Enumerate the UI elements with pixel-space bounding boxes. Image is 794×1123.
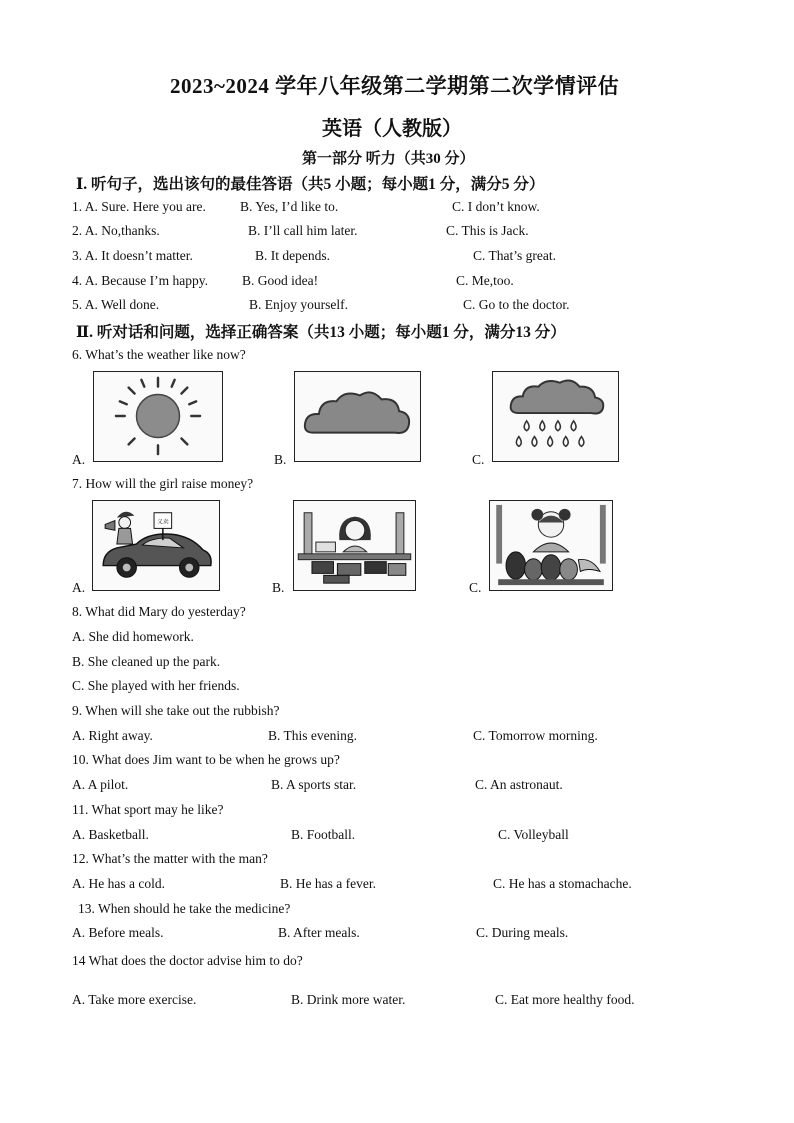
q10-stem: 10. What does Jim want to be when he grows up?	[72, 752, 340, 767]
q11-option-c: C. Volleyball	[498, 827, 569, 842]
q8-option-c: C. She played with her friends.	[72, 678, 240, 693]
q3-option-b: B. It depends.	[255, 248, 330, 263]
rain-cloud-icon	[492, 371, 619, 462]
cloud-icon	[294, 371, 421, 462]
q8-stem: 8. What did Mary do yesterday?	[72, 604, 246, 619]
q7-stem: 7. How will the girl raise money?	[72, 476, 254, 491]
q3-option-a: 3. A. It doesn’t matter.	[72, 248, 193, 263]
q4-option-a: 4. A. Because I’m happy.	[72, 273, 208, 288]
q4-option-b: B. Good idea!	[242, 273, 319, 288]
q6-label-b: B.	[274, 452, 287, 467]
q13-option-b: B. After meals.	[278, 925, 360, 940]
q7-label-b: B.	[272, 580, 285, 595]
page-subtitle: 英语（人教版）	[322, 118, 462, 140]
q14-stem: 14 What does the doctor advise him to do?	[72, 953, 303, 968]
q1-option-c: C. I don’t know.	[452, 199, 540, 214]
q13-option-a: A. Before meals.	[72, 925, 164, 940]
q12-option-b: B. He has a fever.	[280, 876, 376, 891]
q9-option-b: B. This evening.	[268, 728, 357, 743]
q6-stem: 6. What’s the weather like now?	[72, 347, 246, 362]
page-title: 2023~2024 学年八年级第二学期第二次学情评估	[170, 74, 620, 98]
q14-option-a: A. Take more exercise.	[72, 992, 197, 1007]
q12-option-a: A. He has a cold.	[72, 876, 165, 891]
q12-option-c: C. He has a stomachache.	[493, 876, 632, 891]
part-heading: 第一部分 听力（共30 分）	[302, 151, 475, 167]
q11-stem: 11. What sport may he like?	[72, 802, 224, 817]
sign-text: 义卖	[156, 519, 169, 526]
sun-icon	[93, 371, 223, 462]
section-1-heading: Ⅰ. 听句子，选出该句的最佳答语（共5 小题；每小题1 分，满分5 分）	[76, 176, 545, 193]
q7-label-c: C.	[469, 580, 482, 595]
q4-option-c: C. Me,too.	[456, 273, 514, 288]
q3-option-c: C. That’s great.	[473, 248, 556, 263]
q1-option-b: B. Yes, I’d like to.	[240, 199, 339, 214]
q9-stem: 9. When will she take out the rubbish?	[72, 703, 280, 718]
q13-option-c: C. During meals.	[476, 925, 569, 940]
q13-stem: 13. When should he take the medicine?	[78, 901, 291, 916]
q9-option-c: C. Tomorrow morning.	[473, 728, 598, 743]
section-2-heading: Ⅱ. 听对话和问题，选择正确答案（共13 小题；每小题1 分，满分13 分）	[76, 324, 566, 341]
q8-option-a: A. She did homework.	[72, 629, 194, 644]
q12-stem: 12. What’s the matter with the man?	[72, 851, 268, 866]
q2-option-c: C. This is Jack.	[446, 223, 529, 238]
q9-option-a: A. Right away.	[72, 728, 153, 743]
q6-label-c: C.	[472, 452, 485, 467]
fruit-stall-picture	[489, 500, 613, 591]
q10-option-c: C. An astronaut.	[475, 777, 563, 792]
car-promotion-picture	[92, 500, 220, 591]
q11-option-b: B. Football.	[291, 827, 356, 842]
q6-label-a: A.	[72, 452, 86, 467]
q1-option-a: 1. A. Sure. Here you are.	[72, 199, 206, 214]
q5-option-a: 5. A. Well done.	[72, 297, 160, 312]
q2-option-b: B. I’ll call him later.	[248, 223, 358, 238]
q11-option-a: A. Basketball.	[72, 827, 149, 842]
q10-option-a: A. A pilot.	[72, 777, 129, 792]
book-stall-picture	[293, 500, 416, 591]
q2-option-a: 2. A. No,thanks.	[72, 223, 160, 238]
q5-option-b: B. Enjoy yourself.	[249, 297, 348, 312]
q5-option-c: C. Go to the doctor.	[463, 297, 570, 312]
q14-option-b: B. Drink more water.	[291, 992, 406, 1007]
q14-option-c: C. Eat more healthy food.	[495, 992, 635, 1007]
q10-option-b: B. A sports star.	[271, 777, 357, 792]
q7-label-a: A.	[72, 580, 86, 595]
q8-option-b: B. She cleaned up the park.	[72, 654, 221, 669]
